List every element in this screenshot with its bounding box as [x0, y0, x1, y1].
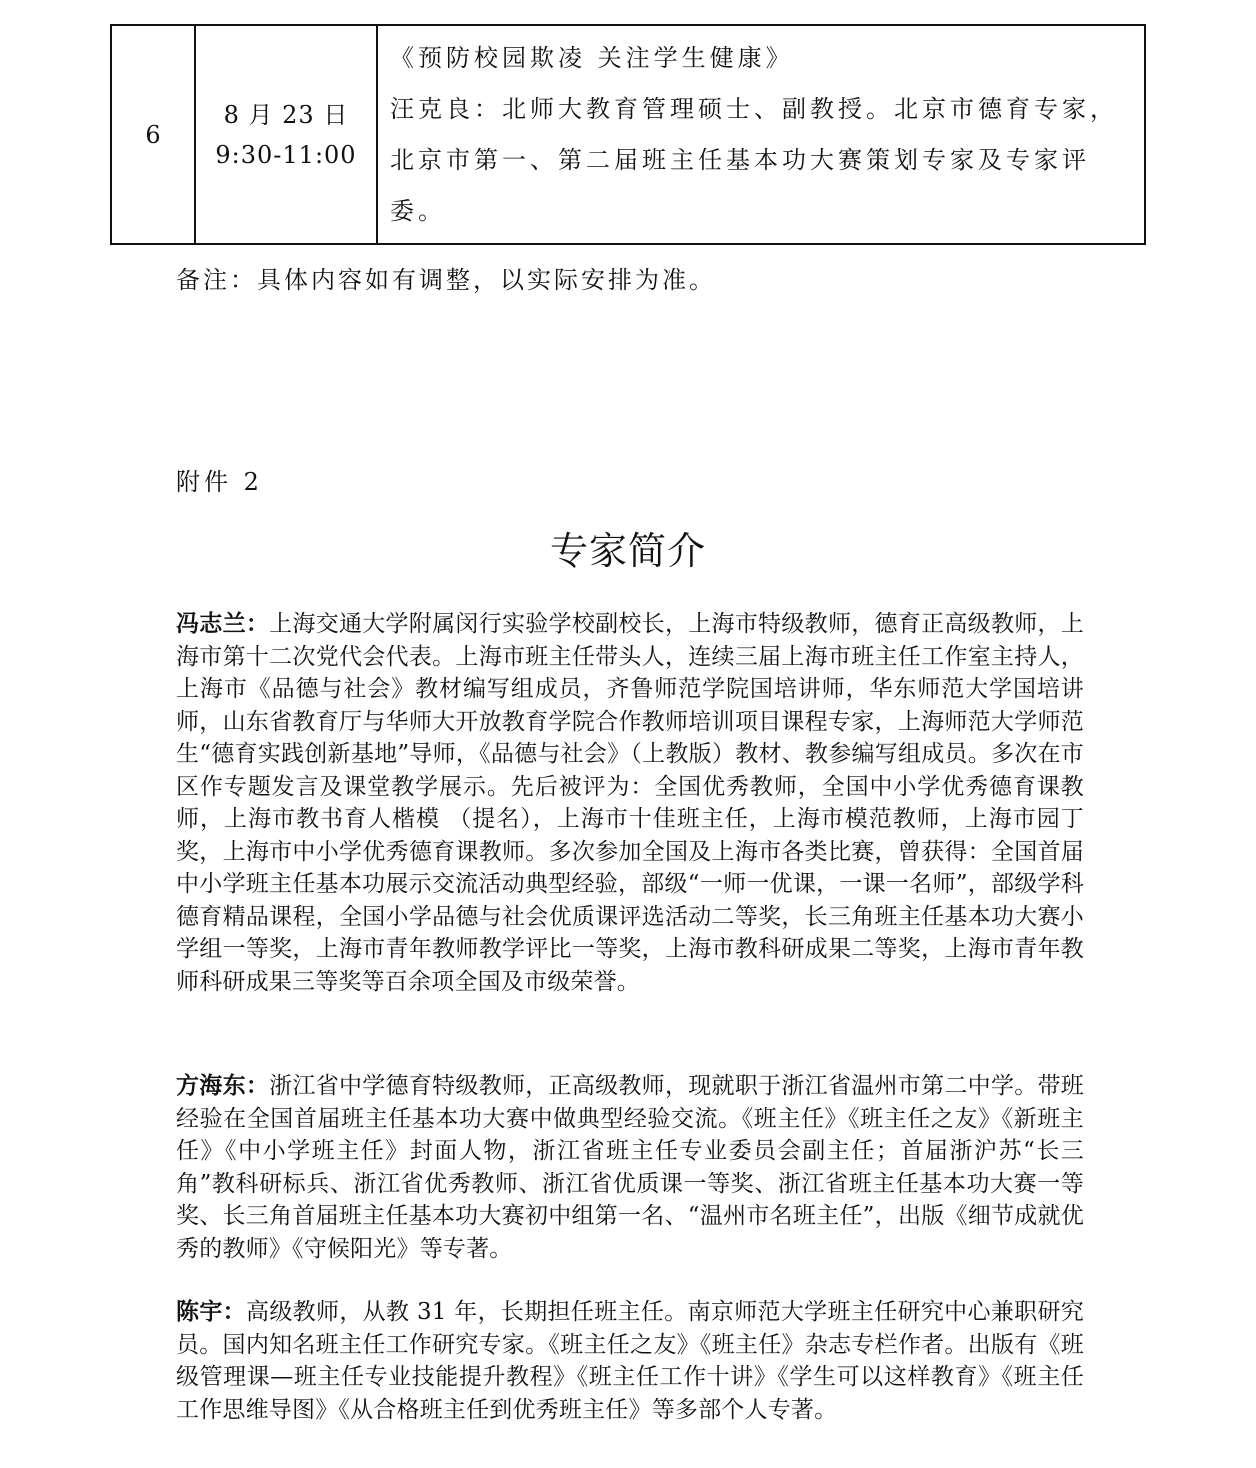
remark-note: 备注：具体内容如有调整，以实际安排为准。 [176, 266, 716, 294]
page-title: 专家简介 [549, 529, 706, 573]
date-time-cell [195, 25, 377, 244]
expert-name: 冯志兰： [176, 610, 270, 637]
session-topic: 《预防校园欺凌 关注学生健康》 [390, 43, 794, 72]
expert-bio [176, 608, 1084, 998]
speaker-description: 汪克良：北师大教育管理硕士、副教授。北京市德育专家，北京市第一、第二届班主任基本功大赛策划专家及专家评委。 [390, 94, 1118, 225]
row-number: 6 [111, 25, 195, 244]
expert-name: 方海东： [176, 1072, 270, 1099]
session-time: 9:30-11:00 [215, 140, 357, 169]
session-description [377, 25, 1145, 244]
expert-description: 高级教师，从教 31 年，长期担任班主任。南京师范大学班主任研究中心兼职研究员。国内知名班主任工作研究专家。《班主任之友》《班主任》杂志专栏作者。出版有《班级管理课—班主任专业技能提升教程》《班主任工作十讲》《学生可以这样教育》《班主任工作思维导图》《从合格班主任到优秀班主任》等多部个人专著。 [176, 1299, 1084, 1423]
table-row [111, 25, 1145, 244]
expert-name: 陈宇： [176, 1298, 246, 1325]
expert-description: 浙江省中学德育特级教师，正高级教师，现就职于浙江省温州市第二中学。带班经验在全国首届班主任基本功大赛中做典型经验交流。《班主任》《班主任之友》《新班主任》《中小学班主任》封面人物，浙江省班主任专业委员会副主任；首届浙沪苏“长三角”教科研标兵、浙江省优秀教师、浙江省优质课一等奖、浙江省班主任基本功大赛一等奖、长三角首届班主任基本功大赛初中组第一名、“温州市名班主任”，出版《细节成就优秀的教师》《守候阳光》等专著。 [176, 1073, 1084, 1262]
session-date: 8 月 23 日 [223, 100, 349, 129]
schedule-table [110, 24, 1146, 245]
attachment-label: 附件 2 [176, 468, 263, 496]
expert-description: 上海交通大学附属闵行实验学校副校长，上海市特级教师，德育正高级教师，上海市第十二次党代会代表。上海市班主任带头人，连续三届上海市班主任工作室主持人，上海市《品德与社会》教材编写组成员，齐鲁师范学院国培讲师，华东师范大学国培讲师，山东省教育厅与华师大开放教育学院合作教师培训项目课程专家，上海师范大学师范生“德育实践创新基地”导师，《品德与社会》（上教版）教材、教参编写组成员。多次在市区作专题发言及课堂教学展示。先后被评为：全国优秀教师，全国中小学优秀德育课教师，上海市教书育人楷模 （提名），上海市十佳班主任，上海市模范教师，上海市园丁奖，上海市中小学优秀德育课教师。多次参加全国及上海市各类比赛，曾获得：全国首届中小学班主任基本功展示交流活动典型经验，部级“一师一优课，一课一名师”，部级学科德育精品课程，全国小学品德与社会优质课评选活动二等奖，长三角班主任基本功大赛小学组一等奖，上海市青年教师教学评比一等奖，上海市教科研成果二等奖，上海市青年教师科研成果三等奖等百余项全国及市级荣誉。 [176, 611, 1084, 995]
expert-bio [176, 1296, 1084, 1426]
expert-bio [176, 1070, 1084, 1265]
